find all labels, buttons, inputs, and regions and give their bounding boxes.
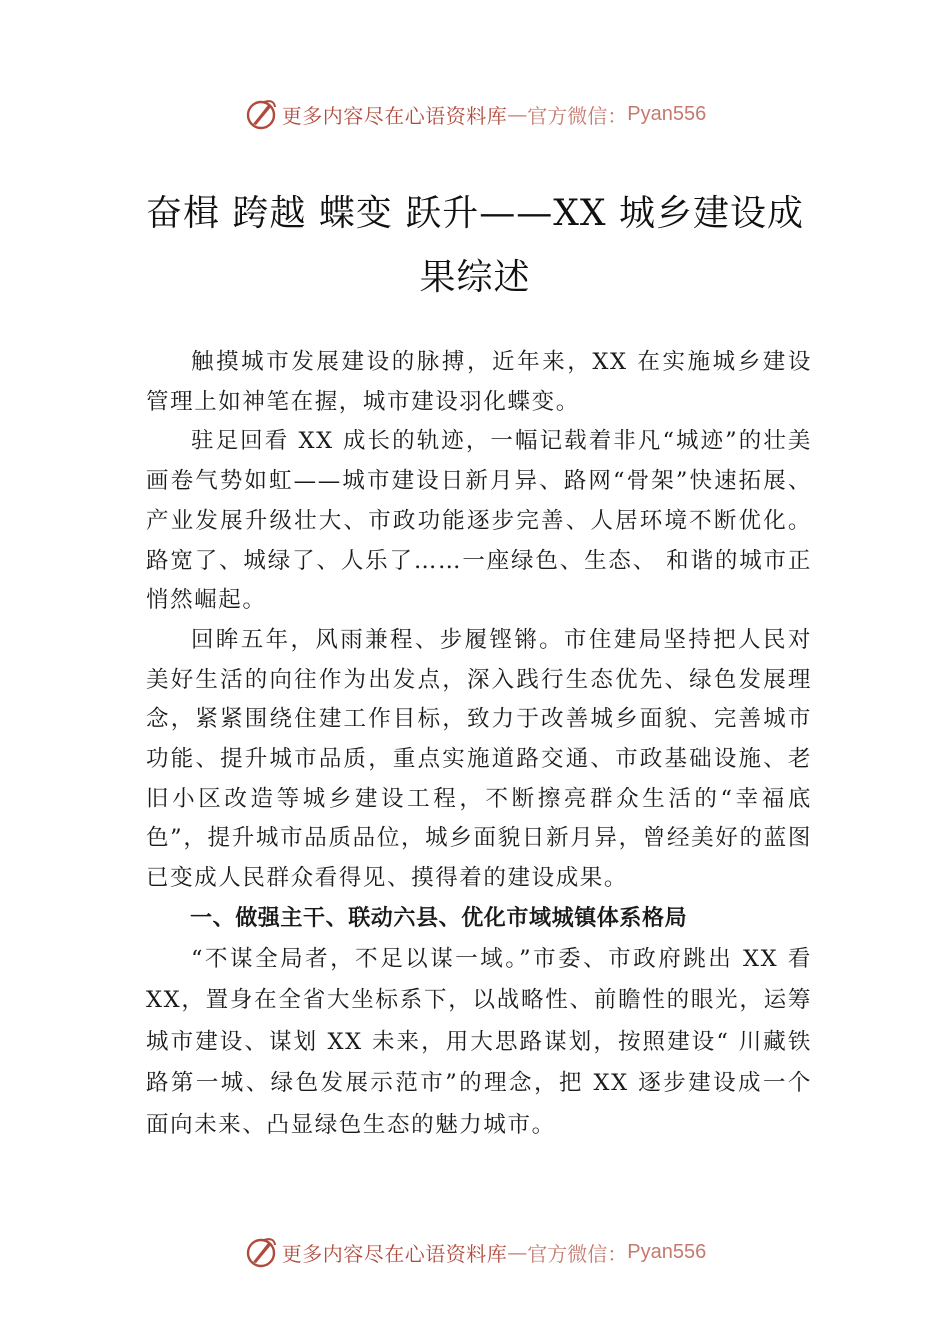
watermark-separator: — [507, 102, 528, 126]
section-heading: 一、做强主干、联动六县、优化市域城镇体系格局 [190, 905, 688, 931]
watermark-wechat-label: 官方微信： [527, 103, 628, 128]
watermark-brand: 更多内容尽在心语资料库 [281, 1241, 508, 1266]
title-line-2: 果综述 [419, 257, 531, 298]
section-paragraph: “不谋全局者，不足以谋一域。”市委、市政府跳出 XX 看 XX，置身在全省大坐标系下，以战略性、前瞻性的眼光，运筹城市建设、谋划 XX 未来，用大思路谋划，按照建设“ 川藏铁路第一城、绿色发展示范市”的理念，把 XX 逐步建设成一个面向未来、凸显绿色生态的魅力城市。 [146, 945, 812, 1138]
quill-seal-icon [244, 1235, 278, 1269]
title-line-1: 奋楫 跨越 蝶变 跃升——XX 城乡建设成 [145, 193, 805, 234]
header-watermark [0, 94, 950, 134]
document-title [130, 182, 820, 310]
watermark-wechat-id: Pyan556 [627, 102, 707, 125]
paragraph-2: 驻足回看 XX 成长的轨迹，一幅记载着非凡“城迹”的壮美画卷气势如虹——城市建设日新月异、路网“骨架”快速拓展、产业发展升级壮大、市政功能逐步完善、人居环境不断优化。路宽了、城绿了、人乐了……一座绿色、生态、 和谐的城市正悄然崛起。 [146, 428, 812, 614]
paragraph-1: 触摸城市发展建设的脉搏，近年来，XX 在实施城乡建设管理上如神笔在握，城市建设羽化蝶变。 [146, 349, 812, 415]
document-body [146, 343, 812, 1146]
watermark-wechat-label: 官方微信： [527, 1241, 628, 1266]
watermark-brand: 更多内容尽在心语资料库 [281, 103, 508, 128]
quill-seal-icon [244, 97, 278, 131]
footer-watermark [0, 1232, 950, 1272]
watermark-wechat-id: Pyan556 [627, 1240, 707, 1263]
paragraph-3: 回眸五年，风雨兼程、步履铿锵。市住建局坚持把人民对美好生活的向往作为出发点，深入践行生态优先、绿色发展理念，紧紧围绕住建工作目标，致力于改善城乡面貌、完善城市功能、提升城市品质，重点实施道路交通、市政基础设施、老旧小区改造等城乡建设工程，不断擦亮群众生活的“幸福底色”，提升城市品质品位，城乡面貌日新月异，曾经美好的蓝图已变成人民群众看得见、摸得着的建设成果。 [146, 626, 812, 892]
watermark-separator: — [507, 1240, 528, 1264]
